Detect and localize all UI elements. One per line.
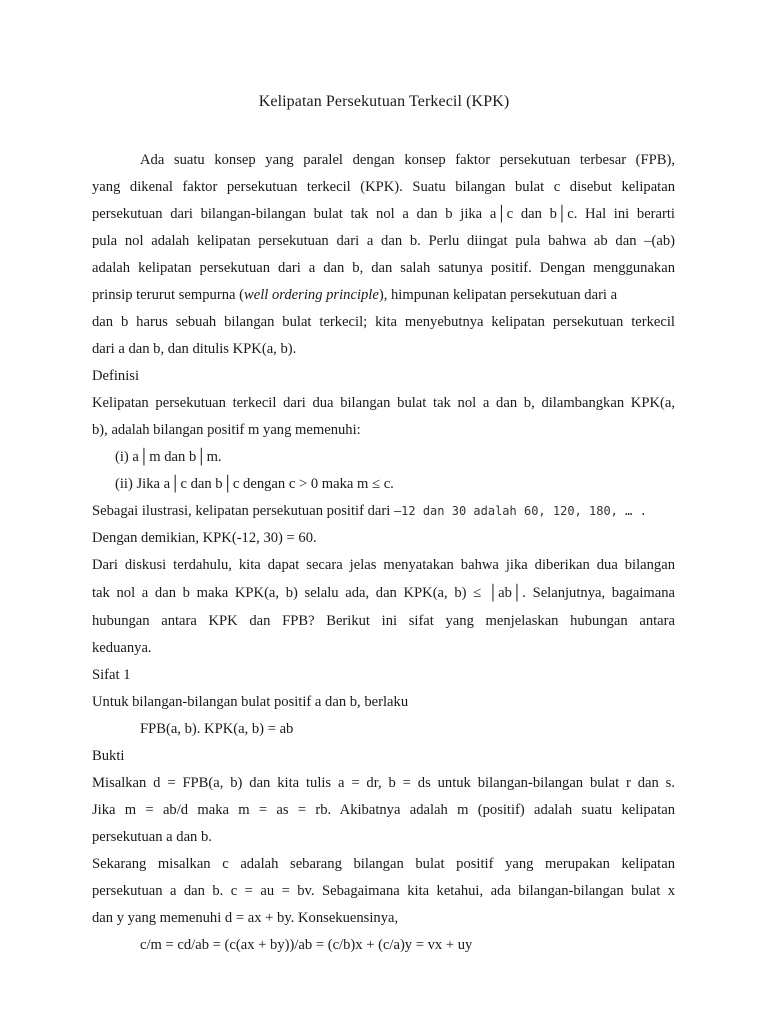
paragraph-line: hubungan antara KPK dan FPB? Berikut ini sifat yang menjelaskan hubungan antara bbox=[92, 613, 675, 629]
paragraph-line: Dengan demikian, KPK(-12, 30) = 60. bbox=[92, 530, 317, 546]
paragraph-line: pula nol adalah kelipatan persekutuan dari a dan b. Perlu diingat pula bahwa ab dan –(ab) bbox=[92, 233, 675, 249]
text-span: ), himpunan kelipatan persekutuan dari a bbox=[378, 287, 618, 303]
formula: c/m = cd/ab = (c(ax + by))/ab = (c/b)x + (c/a)y = vx + uy bbox=[140, 937, 473, 953]
paragraph-line: persekutuan a dan b. c = au = bv. Sebagaimana kita ketahui, ada bilangan-bilangan bulat x bbox=[92, 883, 675, 899]
paragraph-line: Sekarang misalkan c adalah sebarang bilangan bulat positif yang merupakan kelipatan bbox=[92, 856, 675, 872]
definition-item: (i) a│m dan b│m. bbox=[115, 449, 222, 465]
paragraph-line: b), adalah bilangan positif m yang memenuhi: bbox=[92, 422, 361, 438]
example-values: –12 dan 30 adalah 60, 120, 180, … . bbox=[393, 504, 647, 518]
formula: FPB(a, b). KPK(a, b) = ab bbox=[140, 721, 294, 737]
paragraph-line: dan b harus sebuah bilangan bulat terkecil; kita menyebutnya kelipatan persekutuan terkecil bbox=[92, 314, 675, 330]
text-span: prinsip terurut sempurna ( bbox=[92, 287, 244, 303]
paragraph-line: Dari diskusi terdahulu, kita dapat secara jelas menyatakan bahwa jika diberikan dua bilangan bbox=[92, 557, 675, 573]
paragraph-line: Untuk bilangan-bilangan bulat positif a dan b, berlaku bbox=[92, 694, 409, 710]
paragraph-line: persekutuan dari bilangan-bilangan bulat tak nol a dan b jika a│c dan b│c. Hal ini berarti bbox=[92, 206, 675, 222]
section-label-sifat: Sifat 1 bbox=[92, 667, 131, 683]
section-label-bukti: Bukti bbox=[92, 748, 125, 764]
text-span: Sebagai ilustrasi, kelipatan persekutuan positif dari bbox=[92, 503, 394, 519]
paragraph-line: dan y yang memenuhi d = ax + by. Konsekuensinya, bbox=[92, 910, 399, 926]
italic-term: well ordering principle bbox=[243, 287, 379, 303]
page-title: Kelipatan Persekutuan Terkecil (KPK) bbox=[258, 93, 510, 110]
paragraph-line: Jika m = ab/d maka m = as = rb. Akibatnya adalah m (positif) adalah suatu kelipatan bbox=[92, 802, 675, 818]
paragraph-line: adalah kelipatan persekutuan dari a dan b, dan salah satunya positif. Dengan menggunakan bbox=[92, 260, 675, 276]
definition-item: (ii) Jika a│c dan b│c dengan c > 0 maka m ≤ c. bbox=[115, 476, 394, 492]
paragraph-line bbox=[92, 286, 675, 304]
paragraph-line: Ada suatu konsep yang paralel dengan konsep faktor persekutuan terbesar (FPB), bbox=[140, 152, 675, 168]
paragraph-line: yang dikenal faktor persekutuan terkecil (KPK). Suatu bilangan bulat c disebut kelipatan bbox=[92, 179, 675, 195]
paragraph-line: persekutuan a dan b. bbox=[92, 829, 212, 845]
paragraph-line: Misalkan d = FPB(a, b) dan kita tulis a = dr, b = ds untuk bilangan-bilangan bulat r dan s. bbox=[92, 775, 675, 791]
section-label-definisi: Definisi bbox=[92, 368, 140, 384]
paragraph-line bbox=[92, 502, 675, 520]
paragraph-line: Kelipatan persekutuan terkecil dari dua bilangan bulat tak nol a dan b, dilambangkan KPK(a, bbox=[92, 395, 675, 411]
paragraph-line: keduanya. bbox=[92, 640, 152, 656]
paragraph-line: dari a dan b, dan ditulis KPK(a, b). bbox=[92, 341, 297, 357]
paragraph-line: tak nol a dan b maka KPK(a, b) selalu ada, dan KPK(a, b) ≤ │ab│. Selanjutnya, bagaimana bbox=[92, 585, 675, 601]
